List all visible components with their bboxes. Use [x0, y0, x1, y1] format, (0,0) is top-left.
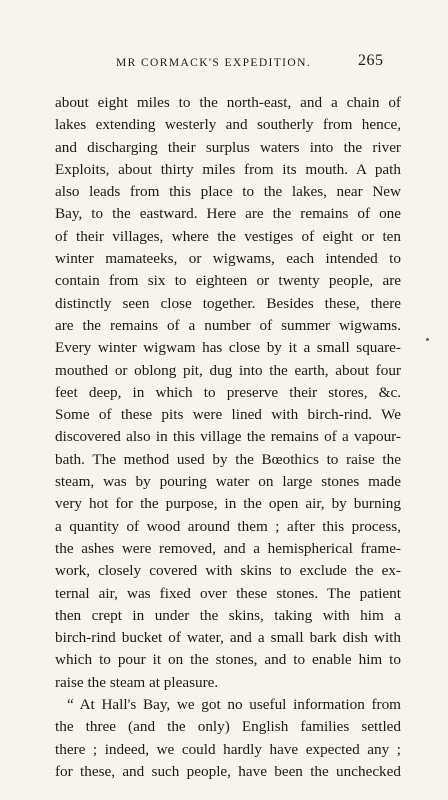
page-number: 265 [358, 52, 384, 69]
text-line: which to pour it on the stones, and to enable him to [55, 651, 401, 669]
text-line: very hot for the purpose, in the open air, by burning [55, 495, 401, 513]
text-line: discovered also in this village the remains of a vapour- [55, 428, 401, 446]
text-line: there ; indeed, we could hardly have expected any ; [55, 740, 401, 758]
text-line: also leads from this place to the lakes, near New [55, 183, 401, 201]
text-line: the ashes were removed, and a hemispherical frame- [55, 539, 401, 557]
text-line: winter mamateeks, or wigwams, each intended to [55, 250, 401, 268]
text-line: distinctly seen close together. Besides these, there [55, 294, 401, 312]
text-line: Every winter wigwam has close by it a small square- [55, 339, 401, 357]
text-line: bath. The method used by the Bœothics to raise the [55, 450, 401, 468]
text-line: mouthed or oblong pit, dug into the earth, about four [55, 361, 401, 379]
text-line: work, closely covered with skins to exclude the ex- [55, 562, 401, 580]
text-line: steam, was by pouring water on large stones made [55, 473, 401, 491]
body-text [55, 92, 401, 783]
text-line: feet deep, in which to preserve their stores, &c. [55, 383, 401, 401]
text-line: Some of these pits were lined with birch-rind. We [55, 406, 401, 424]
text-line: the three (and the only) English families settled [55, 718, 401, 736]
running-head-title: MR CORMACK'S EXPEDITION. [116, 57, 312, 69]
text-line: of their villages, where the vestiges of eight or ten [55, 227, 401, 245]
text-line: are the remains of a number of summer wigwams. [55, 316, 401, 334]
text-line: ternal air, was fixed over these stones. The patient [55, 584, 401, 602]
text-line: about eight miles to the north-east, and a chain of [55, 94, 401, 111]
ink-speck [426, 338, 429, 341]
text-line: birch-rind bucket of water, and a small bark dish with [55, 629, 401, 647]
text-line: Exploits, about thirty miles from its mouth. A path [55, 160, 401, 178]
text-line: Bay, to the eastward. Here are the remains of one [55, 205, 401, 223]
text-line: contain from six to eighteen or twenty people, are [55, 272, 401, 290]
text-line: a quantity of wood around them ; after this process, [55, 517, 401, 535]
text-line: and discharging their surplus waters into the river [55, 138, 401, 156]
text-line: then crept in under the skins, taking with him a [55, 606, 401, 624]
text-line: raise the steam at pleasure. [55, 673, 219, 691]
text-line: “ At Hall's Bay, we got no useful information from [67, 696, 401, 714]
text-line: lakes extending westerly and southerly from hence, [55, 116, 401, 134]
text-line: for these, and such people, have been the unchecked [55, 762, 401, 780]
